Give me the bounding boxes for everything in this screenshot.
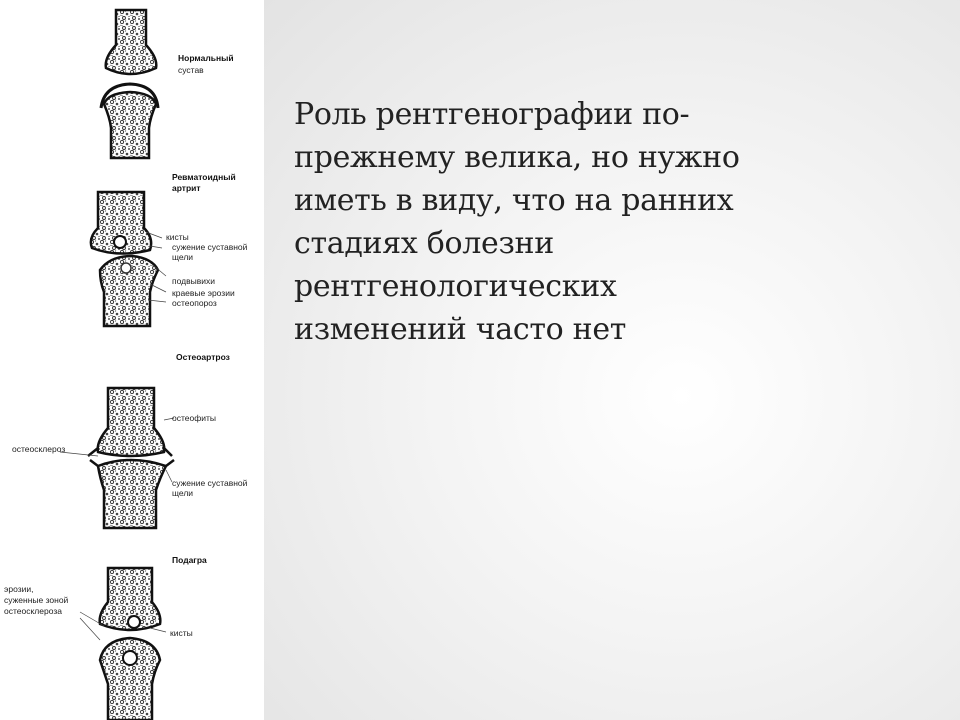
normal-title-line1: Нормальный xyxy=(178,53,234,63)
ra-title-line1: Ревматоидный xyxy=(172,172,236,182)
oa-title: Остеоартроз xyxy=(176,352,230,362)
ra-joint-figure xyxy=(91,172,248,326)
ra-label-cysts: кисты xyxy=(166,232,189,242)
joint-diagram xyxy=(0,0,264,720)
oa-lower-bone xyxy=(98,460,166,528)
oa-label-osteophytes: остеофиты xyxy=(172,413,216,423)
ra-label-narrowing-1: сужение суставной xyxy=(172,242,248,252)
oa-label-osteosclerosis: остеосклероз xyxy=(12,444,66,454)
gout-label-erosions-1: эрозии, xyxy=(4,584,34,594)
gout-label-erosions-3: остеосклероза xyxy=(4,606,62,616)
ra-label-narrowing-2: щели xyxy=(172,252,194,262)
gout-upper-cyst xyxy=(128,616,140,628)
normal-title-line2: сустав xyxy=(178,65,204,75)
normal-joint-figure xyxy=(101,10,234,158)
normal-upper-bone xyxy=(106,10,157,74)
ra-label-osteoporosis: остеопороз xyxy=(172,298,217,308)
gout-title: Подагра xyxy=(172,555,207,565)
gout-label-erosions-2: суженные зоной xyxy=(4,595,69,605)
slide-content-panel xyxy=(264,0,960,720)
ra-cyst xyxy=(114,236,126,248)
ra-label-subluxation: подвывихи xyxy=(172,276,215,286)
gout-label-cysts: кисты xyxy=(170,628,193,638)
joint-diagram-panel xyxy=(0,0,264,720)
gout-lower-cyst xyxy=(123,651,137,665)
oa-label-narrowing-1: сужение суставной xyxy=(172,478,248,488)
oa-upper-bone xyxy=(98,388,165,456)
ra-title-line2: артрит xyxy=(172,183,201,193)
gout-joint-figure xyxy=(4,555,207,720)
ra-label-erosions: краевые эрозии xyxy=(172,288,235,298)
oa-joint-figure xyxy=(12,352,248,528)
slide-body-text: Роль рентгенографии по-прежнему велика, но нужно иметь в виду, что на ранних стадиях болезни рентгенологических изменений часто нет xyxy=(294,97,740,347)
oa-label-narrowing-2: щели xyxy=(172,488,194,498)
normal-lower-bone xyxy=(104,92,156,158)
